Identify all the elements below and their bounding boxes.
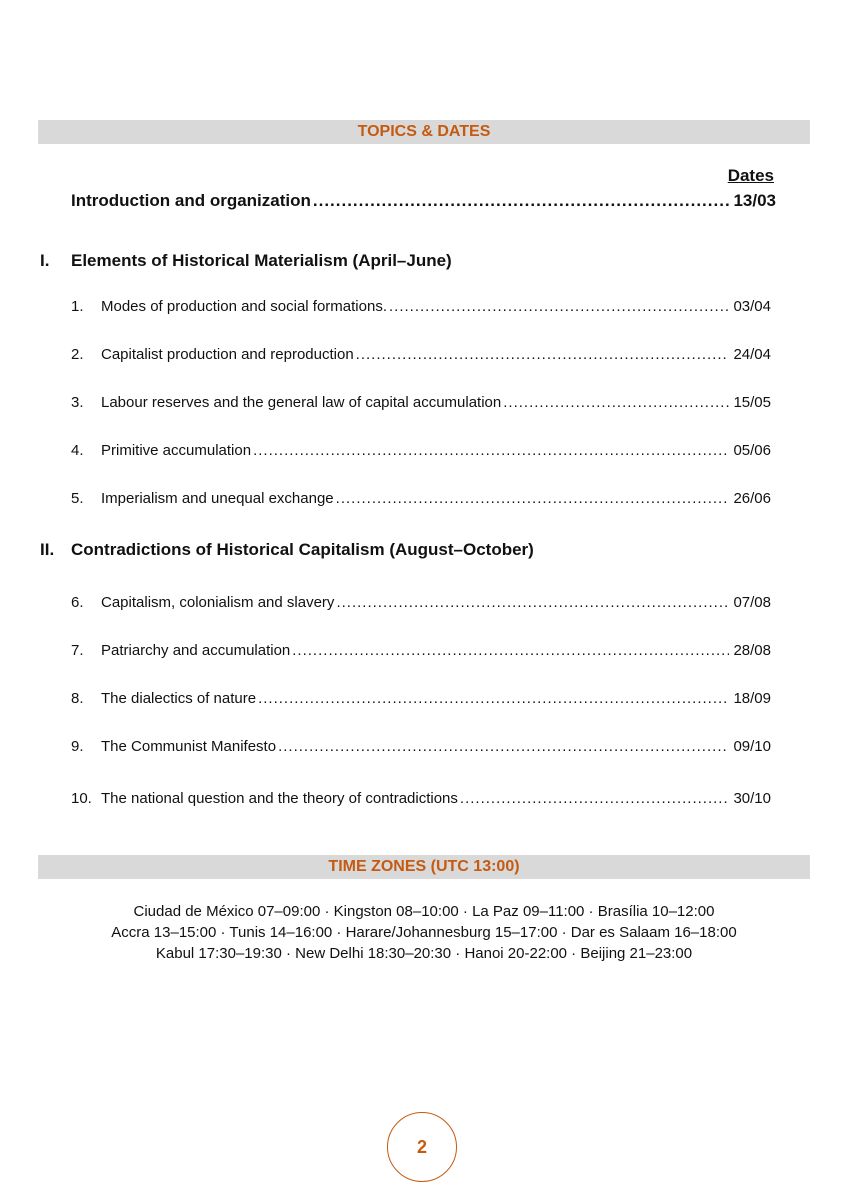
item-title: The national question and the theory of contradictions <box>101 790 458 807</box>
list-item <box>71 298 771 318</box>
item-number: 7. <box>71 642 84 659</box>
item-number: 10. <box>71 790 92 807</box>
item-date: 26/06 <box>733 490 771 507</box>
leader-dots <box>278 738 729 755</box>
item-title: Imperialism and unequal exchange <box>101 490 334 507</box>
list-item <box>71 442 771 462</box>
item-title: Capitalist production and reproduction <box>101 346 354 363</box>
list-item <box>71 790 771 810</box>
item-number: 3. <box>71 394 84 411</box>
item-date: 18/09 <box>733 690 771 707</box>
leader-dots <box>336 594 729 611</box>
item-title: Primitive accumulation <box>101 442 252 459</box>
item-title: Labour reserves and the general law of capital accumulation <box>101 394 502 411</box>
item-number: 1. <box>71 298 84 315</box>
leader-dots <box>336 490 730 507</box>
section-title: Contradictions of Historical Capitalism (August–October) <box>71 540 534 559</box>
item-number: 9. <box>71 738 84 755</box>
item-date: 24/04 <box>733 346 771 363</box>
item-number: 4. <box>71 442 84 459</box>
item-title: The Communist Manifesto <box>101 738 277 755</box>
dates-column-header: Dates <box>727 166 774 185</box>
list-item <box>71 594 771 614</box>
item-number: 6. <box>71 594 84 611</box>
leader-dots <box>389 298 729 315</box>
list-item <box>71 690 771 710</box>
leader-dots <box>503 394 729 411</box>
section-heading-2 <box>40 540 534 560</box>
page-number-label: 2 <box>416 1136 427 1157</box>
item-number: 8. <box>71 690 84 707</box>
section-numeral: I. <box>40 251 50 270</box>
section-numeral: II. <box>40 540 55 559</box>
item-date: 03/04 <box>733 298 771 315</box>
timezone-line: Accra 13–15:00 · Tunis 14–16:00 · Harare/Johannesburg 15–17:00 · Dar es Salaam 16–18:00 <box>111 924 737 941</box>
page-number <box>387 1112 457 1182</box>
item-number: 2. <box>71 346 84 363</box>
item-date: 28/08 <box>733 642 771 659</box>
leader-dots <box>258 690 729 707</box>
item-title: The dialectics of nature <box>101 690 257 707</box>
item-title: Modes of production and social formations. <box>101 298 387 315</box>
leader-dots <box>356 346 730 363</box>
item-number: 5. <box>71 490 84 507</box>
list-item <box>71 346 771 366</box>
item-date: 07/08 <box>733 594 771 611</box>
item-date: 05/06 <box>733 442 771 459</box>
section-title: Elements of Historical Materialism (April–June) <box>71 251 452 270</box>
intro-title: Introduction and organization <box>71 191 311 210</box>
item-date: 09/10 <box>733 738 771 755</box>
list-item <box>71 394 771 414</box>
timezone-line: Ciudad de México 07–09:00 · Kingston 08–10:00 · La Paz 09–11:00 · Brasília 10–12:00 <box>133 903 715 920</box>
intro-date: 13/03 <box>733 191 776 210</box>
item-date: 15/05 <box>733 394 771 411</box>
leader-dots <box>253 442 729 459</box>
timezones-list <box>38 901 810 964</box>
list-item <box>71 642 771 662</box>
item-title: Capitalism, colonialism and slavery <box>101 594 335 611</box>
item-title: Patriarchy and accumulation <box>101 642 291 659</box>
list-item <box>71 738 771 758</box>
leader-dots <box>292 642 729 659</box>
intro-row <box>71 191 776 213</box>
list-item <box>71 490 771 510</box>
timezone-line: Kabul 17:30–19:30 · New Delhi 18:30–20:30 · Hanoi 20-22:00 · Beijing 21–23:00 <box>155 945 693 962</box>
topics-banner: TOPICS & DATES <box>38 120 810 144</box>
item-date: 30/10 <box>733 790 771 807</box>
leader-dots <box>313 191 732 211</box>
timezones-banner: TIME ZONES (UTC 13:00) <box>38 855 810 879</box>
leader-dots <box>460 790 730 807</box>
section-heading-1 <box>40 251 452 271</box>
